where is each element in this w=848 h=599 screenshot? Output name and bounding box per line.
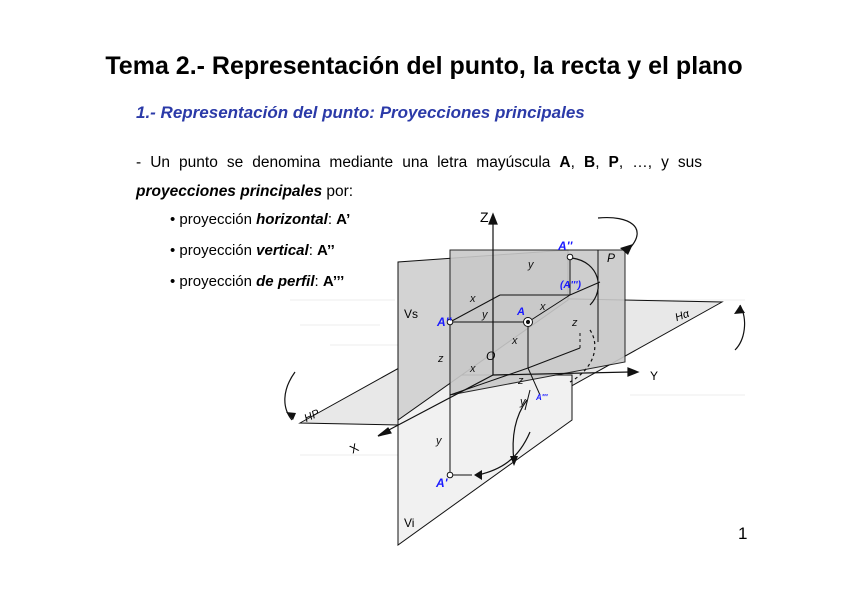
dim-label-y: y (482, 309, 488, 321)
axis-label-y: Y (650, 369, 659, 383)
dim-label-x: x (512, 335, 518, 347)
plane-label-hp: HP (302, 407, 322, 425)
dim-label-z: z (438, 353, 444, 365)
bullet-prefix: • proyección (170, 242, 257, 259)
bullet-prefix: • proyección (170, 211, 257, 228)
plane-label-vs: Vs (404, 307, 419, 321)
plane-label-halpha: Hα (673, 307, 692, 325)
bullet-emphasis: de perfil (256, 273, 315, 290)
axis-label-z: Z (480, 209, 489, 225)
bullet-separator: : (314, 273, 323, 290)
section-subtitle: 1.- Representación del punto: Proyecciones principales (136, 103, 585, 122)
separator: , (570, 154, 584, 171)
axis-label-x: X (347, 440, 361, 457)
bullet-symbol: A’’ (317, 242, 335, 259)
page-number: 1 (738, 524, 748, 543)
bullet-emphasis: vertical (256, 242, 309, 259)
label-vertical-projection: A'' (437, 315, 452, 329)
dim-label-z: z (572, 317, 578, 329)
letter-p: P (608, 154, 619, 171)
dim-label-z: z (518, 375, 524, 387)
dim-label-y: y (520, 396, 526, 408)
letter-a: A (559, 154, 571, 171)
bullet-symbol: A’’’ (322, 273, 345, 290)
origin-label: O (486, 349, 496, 363)
bullet-separator: : (308, 242, 318, 259)
bullet-prefix: • proyección (170, 273, 257, 290)
label-vertical-projection-top: A'' (558, 239, 573, 253)
dim-label-x: x (470, 363, 476, 375)
plane-label-p: P (607, 251, 616, 265)
dim-label-x: x (540, 301, 546, 313)
paragraph-emphasis: proyecciones principales (136, 183, 323, 200)
dim-label-y: y (436, 435, 442, 447)
paragraph-tail: por: (322, 183, 354, 200)
paragraph-prefix: - Un punto se denomina mediante una letra mayúscula (136, 154, 560, 171)
dim-label-x: x (470, 293, 476, 305)
label-horizontal-projection: A' (436, 476, 448, 490)
letter-b: B (583, 154, 596, 171)
plane-label-vi: Vi (404, 516, 415, 530)
label-profile-projection-low: A''' (536, 393, 548, 402)
separator: , (595, 154, 609, 171)
slide-title: Tema 2.- Representación del punto, la recta y el plano (105, 52, 743, 80)
bullet-symbol: A’ (336, 211, 351, 228)
paragraph-suffix: , …, y sus (618, 154, 702, 171)
dim-label-y: y (528, 259, 534, 271)
label-point-a: A (517, 306, 525, 318)
label-profile-projection-hidden: (A''') (560, 280, 582, 291)
bullet-separator: : (327, 211, 337, 228)
bullet-emphasis: horizontal (256, 211, 328, 228)
